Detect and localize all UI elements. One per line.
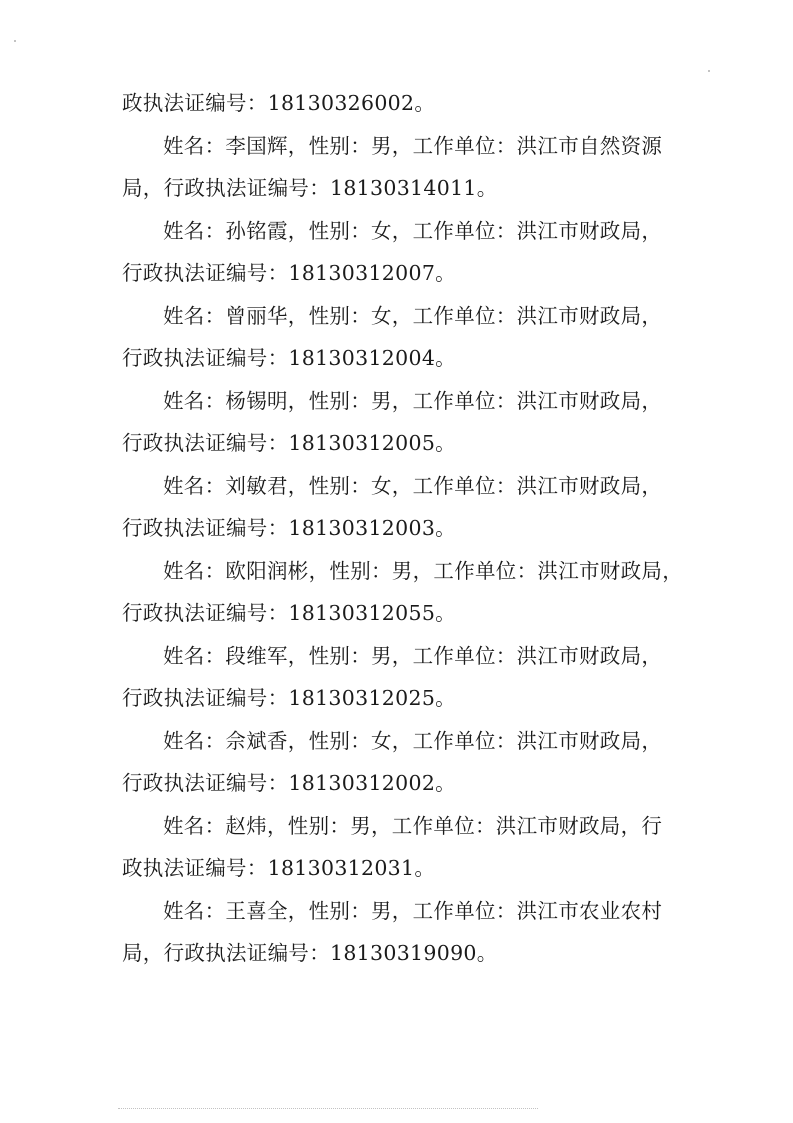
text-line: 行政执法证编号：18130312003。 xyxy=(122,516,456,540)
scan-artifact xyxy=(118,1108,538,1113)
text-line: 姓名：杨锡明，性别：男，工作单位：洪江市财政局， xyxy=(163,388,663,413)
text-line: 姓名：李国辉，性别：男，工作单位：洪江市自然资源 xyxy=(163,133,663,158)
text-line: 行政执法证编号：18130312004。 xyxy=(122,346,456,370)
document-body xyxy=(122,82,682,975)
text-line: 政执法证编号：18130326002。 xyxy=(122,91,436,115)
text-line: 政执法证编号：18130312031。 xyxy=(122,856,436,880)
text-line: 行政执法证编号：18130312007。 xyxy=(122,261,456,285)
text-line: 行政执法证编号：18130312002。 xyxy=(122,771,456,795)
text-line: 姓名：段维军，性别：男，工作单位：洪江市财政局， xyxy=(163,643,663,668)
text-line: 局，行政执法证编号：18130319090。 xyxy=(122,941,498,965)
text-line: 姓名：赵炜，性别：男，工作单位：洪江市财政局，行 xyxy=(163,813,663,838)
text-line: 行政执法证编号：18130312055。 xyxy=(122,601,456,625)
text-line: 行政执法证编号：18130312005。 xyxy=(122,431,456,455)
scan-artifact xyxy=(14,40,16,42)
text-line: 姓名：佘斌香，性别：女，工作单位：洪江市财政局， xyxy=(163,728,663,753)
text-line: 姓名：王喜全，性别：男，工作单位：洪江市农业农村 xyxy=(163,898,663,923)
text-line: 姓名：曾丽华，性别：女，工作单位：洪江市财政局， xyxy=(163,303,663,328)
text-line: 行政执法证编号：18130312025。 xyxy=(122,686,456,710)
text-line: 姓名：欧阳润彬，性别：男，工作单位：洪江市财政局， xyxy=(163,558,683,583)
scan-artifact xyxy=(708,70,710,72)
text-line: 姓名：孙铭霞，性别：女，工作单位：洪江市财政局， xyxy=(163,218,663,243)
text-line: 局，行政执法证编号：18130314011。 xyxy=(122,176,498,200)
text-line: 姓名：刘敏君，性别：女，工作单位：洪江市财政局， xyxy=(163,473,663,498)
